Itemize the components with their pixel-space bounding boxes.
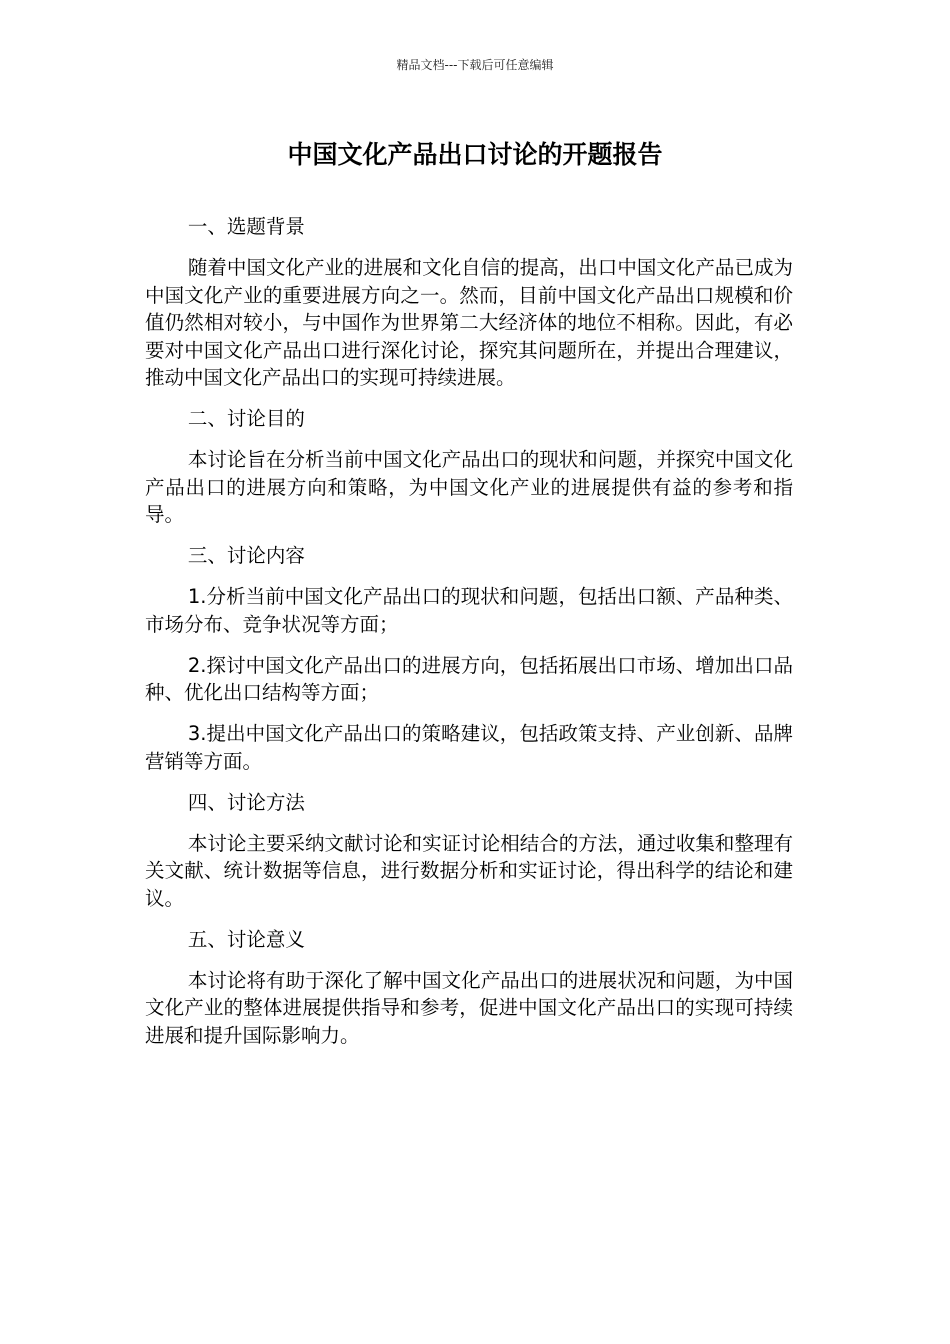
- section-heading: 一、选题背景: [187, 215, 305, 238]
- paragraph: 随着中国文化产业的进展和文化自信的提高，出口中国文化产品已成为中国文化产业的重要进展方向之一。然而，目前中国文化产品出口规模和价值仍然相对较小，与中国作为世界第二大经济体的地位不相称。因此，有必要对中国文化产品出口进行深化讨论，探究其问题所在，并提出合理建议，推动中国文化产品出口的实现可持续进展。: [145, 256, 793, 389]
- list-item: 3.提出中国文化产品出口的策略建议，包括政策支持、产业创新、品牌营销等方面。: [145, 722, 793, 773]
- page-header: 精品文档---下载后可任意编辑: [396, 58, 554, 72]
- section-heading: 二、讨论目的: [187, 407, 305, 430]
- document-body: [145, 213, 793, 1049]
- paragraph: 本讨论将有助于深化了解中国文化产品出口的进展状况和问题，为中国文化产业的整体进展提供指导和参考，促进中国文化产品出口的实现可持续进展和提升国际影响力。: [145, 968, 793, 1047]
- document-title: 中国文化产品出口讨论的开题报告: [287, 140, 663, 169]
- section-heading: 四、讨论方法: [187, 790, 305, 814]
- paragraph: 本讨论旨在分析当前中国文化产品出口的现状和问题，并探究中国文化产品出口的进展方向和策略，为中国文化产业的进展提供有益的参考和指导。: [145, 448, 793, 526]
- list-item: 1.分析当前中国文化产品出口的现状和问题，包括出口额、产品种类、市场分布、竞争状况等方面；: [145, 585, 793, 636]
- paragraph: 本讨论主要采纳文献讨论和实证讨论相结合的方法，通过收集和整理有关文献、统计数据等信息，进行数据分析和实证讨论，得出科学的结论和建议。: [145, 831, 793, 910]
- section-heading: 三、讨论内容: [187, 544, 305, 567]
- list-item: 2.探讨中国文化产品出口的进展方向，包括拓展出口市场、增加出口品种、优化出口结构等方面；: [145, 653, 793, 704]
- section-heading: 五、讨论意义: [187, 927, 305, 951]
